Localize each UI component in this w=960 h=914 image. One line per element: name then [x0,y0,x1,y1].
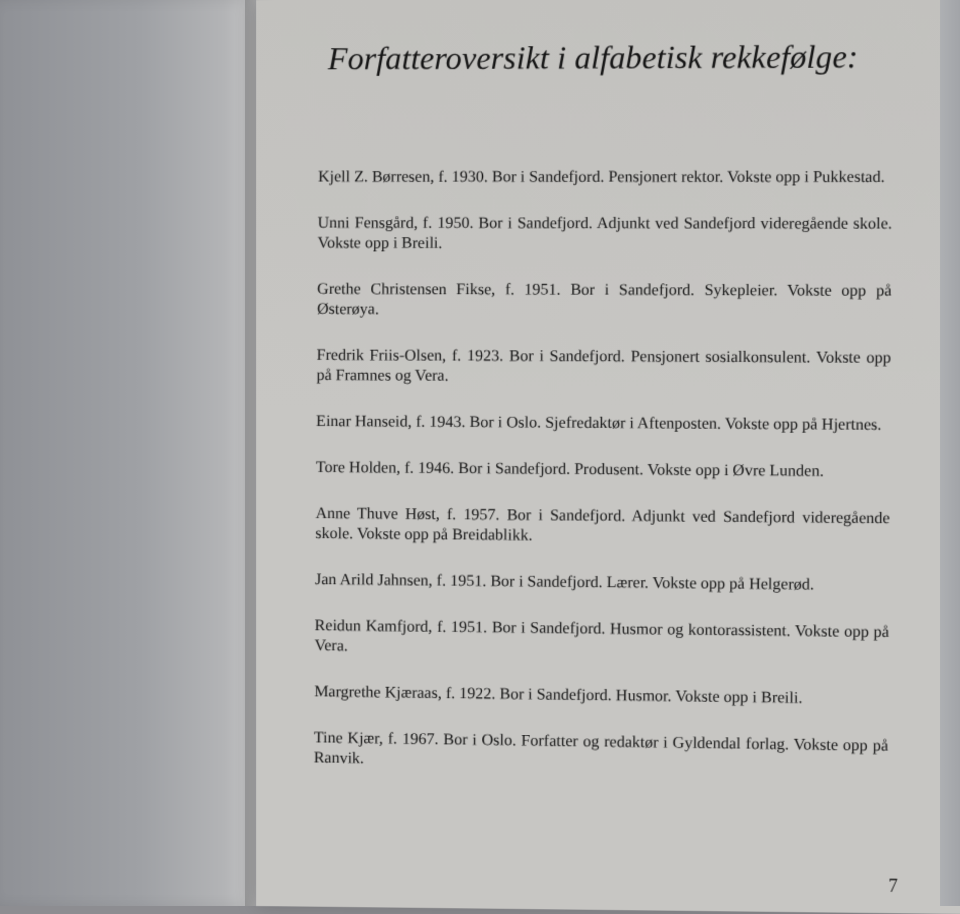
author-entry-friis-olsen: Fredrik Friis-Olsen, f. 1923. Bor i Sandefjord. Pensjonert sosialkonsulent. Vokste opp på Framnes og Vera. [316,346,892,385]
page-number: 7 [888,875,898,896]
author-entry-kjaraas: Margrethe Kjæraas, f. 1922. Bor i Sandefjord. Husmor. Vokste opp i Breili. [314,683,803,707]
page-content [313,31,893,799]
author-entry-kamfjord: Reidun Kamfjord, f. 1951. Bor i Sandefjord. Husmor og kontorassistent. Vokste opp på Vera. [314,617,890,655]
author-entry-borresen: Kjell Z. Børresen, f. 1930. Bor i Sandefjord. Pensjonert rektor. Vokste opp i Pukkestad. [317,168,885,186]
right-page [256,0,960,914]
author-entry-fensgard: Unni Fensgård, f. 1950. Bor i Sandefjord. Adjunkt ved Sandefjord videregående skole. Vokste opp i Breili. [317,214,893,252]
author-entry-kjaer: Tine Kjær, f. 1967. Bor i Oslo. Forfatter og redaktør i Gyldendal forlag. Vokste opp på Ranvik. [313,729,889,768]
background-edge [940,0,960,906]
left-page [0,0,255,906]
author-entry-jahnsen: Jan Arild Jahnsen, f. 1951. Bor i Sandefjord. Lærer. Vokste opp på Helgerød. [314,571,815,594]
author-entry-holden: Tore Holden, f. 1946. Bor i Sandefjord. Produsent. Vokste opp i Øvre Lunden. [315,459,824,481]
author-list [314,168,893,778]
author-entry-hanseid: Einar Hanseid, f. 1943. Bor i Oslo. Sjefredaktør i Aftenposten. Vokste opp på Hjertnes. [316,412,882,434]
author-entry-host: Anne Thuve Høst, f. 1957. Bor i Sandefjord. Adjunkt ved Sandefjord videregående skole. Vokste opp på Breidablikk. [315,505,891,545]
author-entry-fikse: Grethe Christensen Fikse, f. 1951. Bor i Sandefjord. Sykepleier. Vokste opp på Østerøya. [316,280,892,319]
page-title: Forfatteroversikt i alfabetisk rekkefølge: [327,38,859,77]
